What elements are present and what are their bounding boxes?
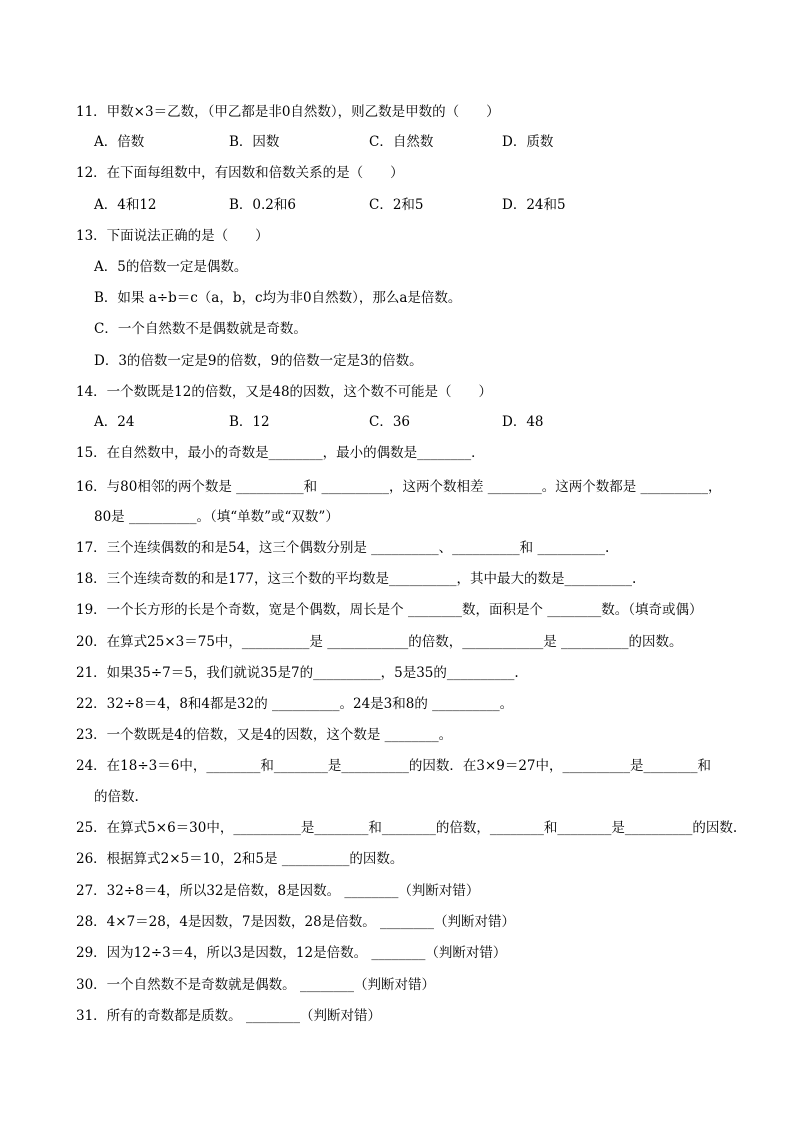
q13-statement-d: D．3的倍数一定是9的倍数，9的倍数一定是3的倍数。 — [94, 353, 423, 369]
q14-option-c: C．36 — [369, 414, 411, 430]
question-14: 14．一个数既是12的倍数，又是48的因数，这个数不可能是（ ） — [76, 384, 493, 400]
question-16-continued: 80是 __________。（填“单数”或“双数”） — [94, 509, 339, 525]
question-19: 19．一个长方形的长是个奇数，宽是个偶数，周长是个 ________数，面积是个 ________数。（填奇或偶） — [76, 602, 703, 618]
q11-option-c: C．自然数 — [369, 134, 434, 150]
q12-option-d: D．24和5 — [502, 197, 566, 213]
question-11: 11．甲数×3＝乙数，（甲乙都是非0自然数），则乙数是甲数的（ ） — [76, 104, 500, 120]
question-31: 31．所有的奇数都是质数。 ________（判断对错） — [76, 1008, 381, 1024]
question-20: 20．在算式25×3＝75中，__________是 ____________的倍数，____________是 __________的因数。 — [76, 634, 683, 650]
q13-statement-b: B．如果 a÷b＝c（a，b，c均为非0自然数），那么a是倍数。 — [94, 290, 462, 306]
question-23: 23．一个数既是4的倍数，又是4的因数，这个数是 ________。 — [76, 727, 453, 743]
question-29: 29．因为12÷3＝4，所以3是因数，12是倍数。 ________（判断对错） — [76, 945, 507, 961]
question-28: 28．4×7＝28，4是因数，7是因数，28是倍数。 ________（判断对错） — [76, 914, 515, 930]
q14-option-a: A．24 — [94, 414, 135, 430]
q13-statement-c: C．一个自然数不是偶数就是奇数。 — [94, 321, 307, 337]
question-21: 21．如果35÷7＝5，我们就说35是7的__________，5是35的__________. — [76, 665, 519, 681]
question-24: 24．在18÷3＝6中，________和________是__________的因数．在3×9＝27中，__________是________和 — [76, 758, 712, 774]
q12-option-a: A．4和12 — [94, 197, 157, 213]
q12-option-c: C．2和5 — [369, 197, 424, 213]
question-26: 26．根据算式2×5＝10，2和5是 __________的因数。 — [76, 851, 404, 867]
q14-option-d: D．48 — [502, 414, 544, 430]
question-12: 12．在下面每组数中，有因数和倍数关系的是（ ） — [76, 165, 404, 181]
question-24-continued: 的倍数. — [94, 789, 139, 805]
question-22: 22．32÷8＝4，8和4都是32的 __________。24是3和8的 __________。 — [76, 696, 514, 712]
question-25: 25．在算式5×6＝30中，__________是________和________的倍数，________和________是__________的因数. — [76, 820, 738, 836]
q14-option-b: B．12 — [229, 414, 270, 430]
question-27: 27．32÷8＝4，所以32是倍数，8是因数。 ________（判断对错） — [76, 883, 480, 899]
q11-option-a: A．倍数 — [94, 134, 145, 150]
question-16: 16．与80相邻的两个数是 __________和 __________，这两个数相差 ________。这两个数都是 __________， — [76, 479, 722, 495]
question-18: 18．三个连续奇数的和是177，这三个数的平均数是__________，其中最大的数是__________. — [76, 571, 637, 587]
question-13: 13．下面说法正确的是（ ） — [76, 228, 269, 244]
q13-statement-a: A．5的倍数一定是偶数。 — [94, 259, 248, 275]
question-17: 17．三个连续偶数的和是54，这三个偶数分别是 __________、__________和 __________. — [76, 540, 610, 556]
question-15: 15．在自然数中，最小的奇数是________，最小的偶数是________． — [76, 445, 485, 461]
q12-option-b: B．0.2和6 — [229, 197, 296, 213]
q11-option-b: B．因数 — [229, 134, 280, 150]
q11-option-d: D．质数 — [502, 134, 554, 150]
question-30: 30．一个自然数不是奇数就是偶数。 ________（判断对错） — [76, 977, 435, 993]
